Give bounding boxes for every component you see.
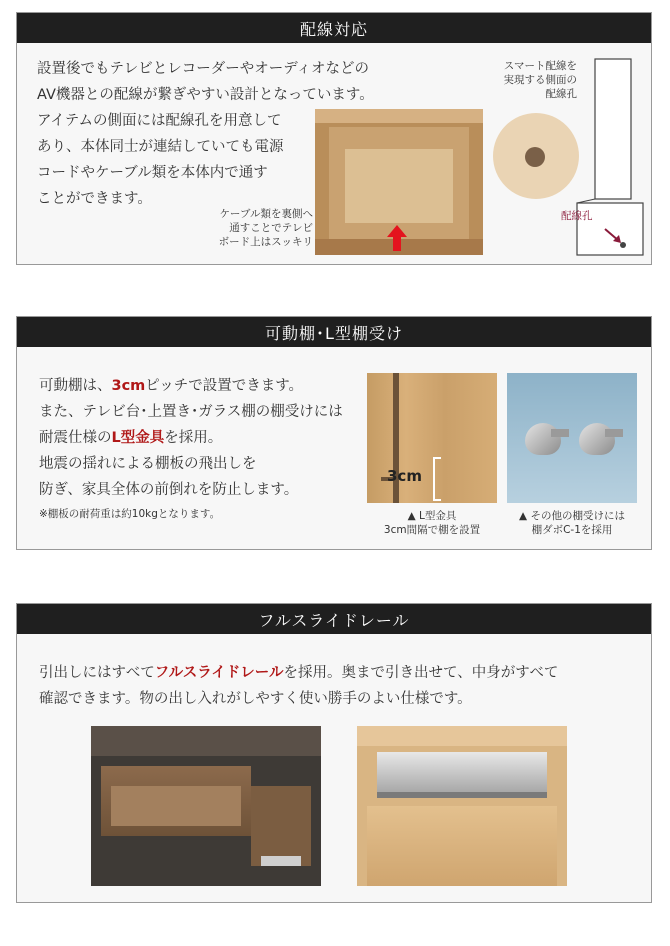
l-bracket-caption (369, 509, 495, 537)
side-hole-caption-line-2: 実現する側面の (503, 74, 577, 86)
section-shelf-header (17, 317, 651, 347)
section-wiring (16, 12, 652, 265)
l-bracket-photo (367, 373, 497, 503)
dowel-caption (505, 509, 639, 537)
slide-rail-line-2: 確認できます。物の出し入れがしやすく使い勝手のよい仕様です。 (39, 691, 472, 707)
dowel-caption-line-2: 棚ダボC-1を採用 (531, 524, 613, 536)
shelf-body-text (39, 373, 379, 503)
section-shelf (16, 316, 652, 550)
side-hole-caption-line-1: スマート配線を (503, 60, 577, 72)
shelf-line-3-post: を採用。 (164, 430, 223, 446)
load-note: ※棚板の耐荷重は約10kgとなります。 (39, 508, 221, 520)
slide-rail-line-1 (39, 660, 639, 686)
dimension-label: 3cm (387, 467, 422, 485)
slide-rail-line-1-pre: 引出しにはすべて (39, 665, 155, 681)
shelf-line-1 (39, 373, 379, 399)
section-wiring-title: 配線対応 (299, 19, 368, 39)
shelf-line-1-post: ピッチで設置できます。 (145, 378, 304, 394)
cable-caption-line-3: ボード上はスッキリ (218, 236, 313, 248)
slide-rail-line-1-post: を採用。奥まで引き出せて、中身がすべて (283, 665, 559, 681)
slide-rail-photo (357, 726, 567, 886)
cable-arrow-icon (387, 225, 407, 237)
l-bracket-caption-line-2: 3cm間隔で棚を設置 (383, 524, 481, 536)
open-drawer-photo (91, 726, 321, 886)
shelf-line-5: 防ぎ、家具全体の前倒れを防止します。 (39, 482, 299, 498)
l-bracket-highlight: L型金具 (111, 430, 165, 446)
section-wiring-header (17, 13, 651, 43)
shelf-line-3-pre: 耐震仕様の (39, 430, 112, 446)
section-slide-rail (16, 603, 652, 903)
cable-caption (199, 207, 313, 249)
wiring-line-2: AV機器との配線が繋ぎやすい設計となっています。 (37, 87, 374, 103)
full-slide-rail-highlight: フルスライドレール (154, 665, 284, 681)
wiring-line-5: コードやケーブル類を本体内で通す (37, 165, 268, 181)
l-bracket-caption-line-1: ▲ L型金具 (407, 510, 457, 522)
cabinet-back-photo (315, 109, 483, 255)
wiring-line-1: 設置後でもテレビとレコーダーやオーディオなどの (37, 61, 370, 77)
slide-rail-body-text (39, 660, 639, 712)
dowel-caption-line-1: ▲ その他の棚受けには (519, 510, 625, 522)
side-hole-caption-line-3: 配線孔 (545, 88, 577, 100)
shelf-line-1-pre: 可動棚は、 (39, 378, 112, 394)
wiring-line-4: あり、本体同士が連結していても電源 (37, 139, 284, 155)
cable-caption-line-1: ケーブル類を裏側へ (219, 208, 313, 220)
section-slide-rail-header (17, 604, 651, 634)
shelf-line-3 (39, 425, 379, 451)
section-slide-rail-title: フルスライドレール (258, 610, 410, 630)
cabinet-diagram (557, 57, 649, 262)
dowel-photo (507, 373, 637, 503)
wiring-line-6: ことができます。 (37, 191, 152, 207)
section-shelf-title: 可動棚･L型棚受け (265, 323, 403, 343)
cable-caption-line-2: 通すことでテレビ (229, 222, 313, 234)
shelf-line-4: 地震の揺れによる棚板の飛出しを (39, 456, 257, 472)
shelf-line-2: また、テレビ台･上置き･ガラス棚の棚受けには (39, 404, 343, 420)
shelf-pitch-highlight: 3cm (111, 378, 146, 394)
hole-label: 配線孔 (561, 210, 593, 222)
wiring-line-3: アイテムの側面には配線孔を用意して (37, 113, 282, 129)
